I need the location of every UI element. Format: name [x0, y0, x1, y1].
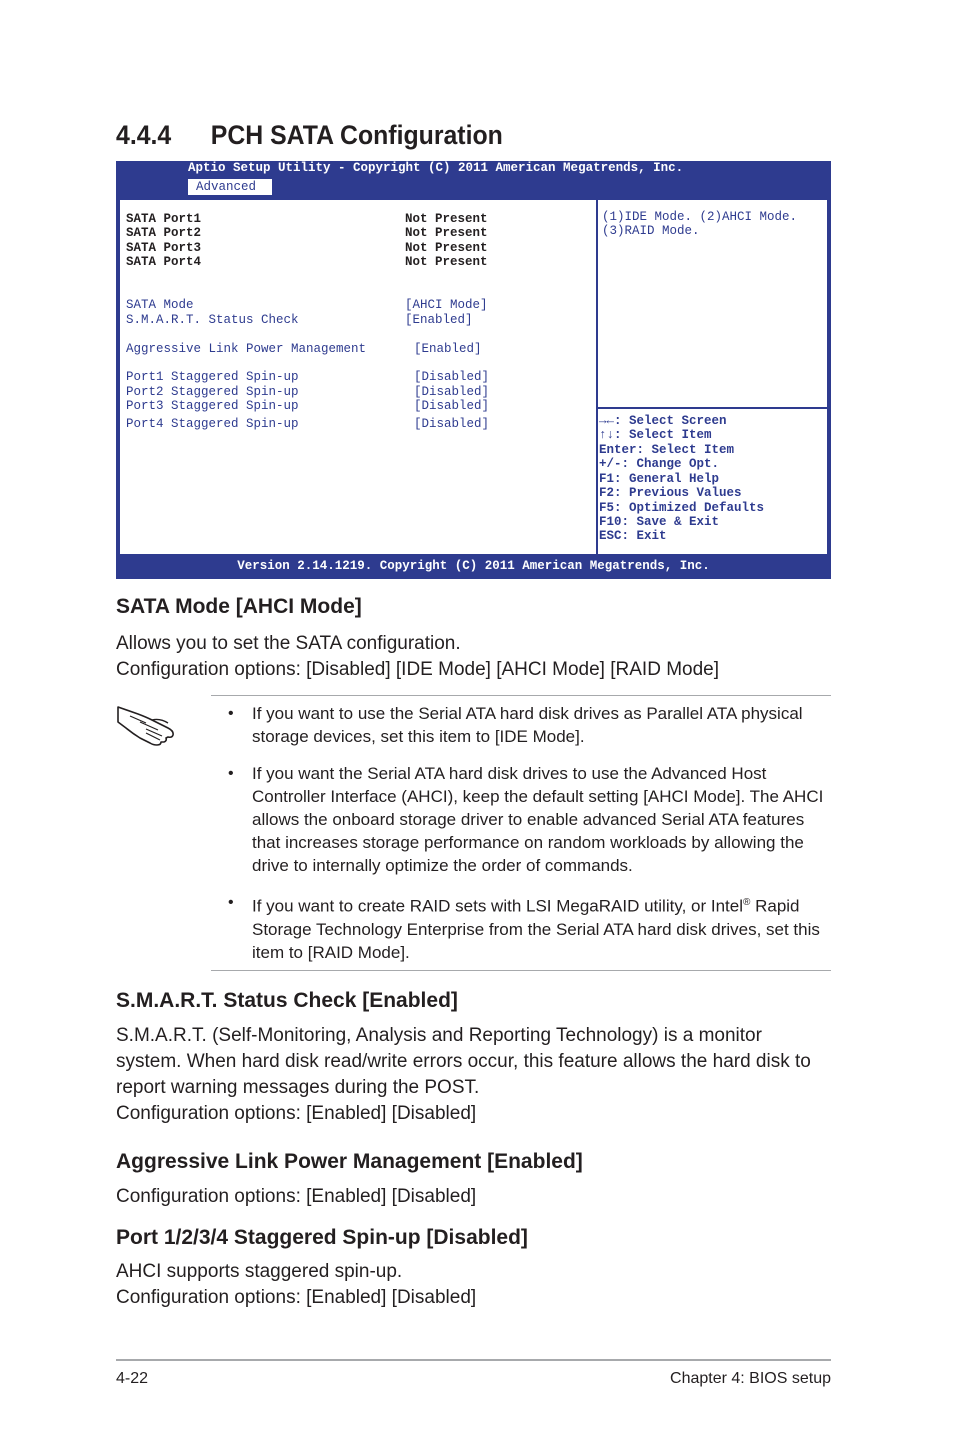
smart-desc-line: report warning messages during the POST.: [116, 1077, 480, 1098]
key-legend: +/-: Change Opt.: [599, 457, 720, 471]
bios-screen: [116, 161, 831, 579]
port-label: SATA Port1: [126, 212, 202, 226]
registered-mark: ®: [743, 897, 751, 908]
key-legend: F10: Save & Exit: [599, 515, 720, 529]
smart-desc-line: S.M.A.R.T. (Self-Monitoring, Analysis and Reporting Technology) is a monitor: [116, 1025, 762, 1046]
spinup-heading: Port 1/2/3/4 Staggered Spin-up [Disabled]: [116, 1226, 528, 1249]
alpm-options: Configuration options: [Enabled] [Disabled]: [116, 1186, 477, 1207]
bios-copyright-top: Aptio Setup Utility - Copyright (C) 2011 American Megatrends, Inc.: [188, 161, 684, 175]
setting-value-port2-spinup[interactable]: [Disabled]: [414, 385, 490, 399]
note-ahci-mode: If you want the Serial ATA hard disk drives to use the Advanced Host Controller Interface (AHCI), keep the default setting [AHCI Mode]. The AHCI allows the onboard storage driver to enable advanced Serial ATA features that increases storage performance on random workloads by allowing the drive to internally optimize the order of commands.: [252, 764, 824, 875]
section-number: 4.4.4: [116, 120, 172, 150]
port-value: Not Present: [405, 212, 488, 226]
key-legend: ↑↓: Select Item: [599, 428, 712, 442]
note-raid-mode: If you want to create RAID sets with LSI MegaRAID utility, or Intel® Rapid Storage Technology Enterprise from the Serial ATA hard disk drives, set this item to [RAID Mode].: [252, 896, 820, 962]
spinup-options: Configuration options: [Enabled] [Disabled]: [116, 1287, 477, 1308]
setting-value-sata-mode[interactable]: [AHCI Mode]: [405, 298, 488, 312]
section-title: [116, 120, 503, 151]
sata-mode-options: Configuration options: [Disabled] [IDE Mode] [AHCI Mode] [RAID Mode]: [116, 659, 719, 680]
port-label: SATA Port2: [126, 226, 202, 240]
help-text: (3)RAID Mode.: [602, 224, 700, 238]
bios-help-divider: [598, 407, 827, 409]
port-value: Not Present: [405, 241, 488, 255]
setting-port4-spinup[interactable]: Port4 Staggered Spin-up: [126, 417, 299, 431]
setting-port1-spinup[interactable]: Port1 Staggered Spin-up: [126, 370, 299, 384]
smart-options: Configuration options: [Enabled] [Disabled]: [116, 1103, 477, 1124]
sata-mode-desc: Allows you to set the SATA configuration.: [116, 633, 461, 654]
setting-smart[interactable]: S.M.A.R.T. Status Check: [126, 313, 299, 327]
key-legend: F5: Optimized Defaults: [599, 501, 765, 515]
alpm-heading: Aggressive Link Power Management [Enabled]: [116, 1150, 583, 1173]
note-rule-bottom: [211, 970, 831, 971]
key-legend: ESC: Exit: [599, 529, 667, 543]
smart-desc-line: system. When hard disk read/write errors occur, this feature allows the hard disk to: [116, 1051, 811, 1072]
sata-mode-heading: SATA Mode [AHCI Mode]: [116, 595, 362, 618]
chapter-label: Chapter 4: BIOS setup: [670, 1370, 831, 1387]
setting-port3-spinup[interactable]: Port3 Staggered Spin-up: [126, 399, 299, 413]
bios-tab-advanced[interactable]: Advanced: [188, 179, 272, 195]
bullet: •: [228, 705, 234, 722]
key-legend: F2: Previous Values: [599, 486, 742, 500]
help-text: (1)IDE Mode. (2)AHCI Mode.: [602, 210, 798, 224]
bullet: •: [228, 765, 234, 782]
setting-alpm[interactable]: Aggressive Link Power Management: [126, 342, 367, 356]
setting-value-port3-spinup[interactable]: [Disabled]: [414, 399, 490, 413]
setting-value-alpm[interactable]: [Enabled]: [414, 342, 482, 356]
spinup-desc: AHCI supports staggered spin-up.: [116, 1261, 403, 1282]
setting-value-smart[interactable]: [Enabled]: [405, 313, 473, 327]
setting-port2-spinup[interactable]: Port2 Staggered Spin-up: [126, 385, 299, 399]
key-legend: Enter: Select Item: [599, 443, 735, 457]
port-value: Not Present: [405, 226, 488, 240]
setting-sata-mode[interactable]: SATA Mode: [126, 298, 194, 312]
port-label: SATA Port4: [126, 255, 202, 269]
port-label: SATA Port3: [126, 241, 202, 255]
setting-value-port1-spinup[interactable]: [Disabled]: [414, 370, 490, 384]
port-value: Not Present: [405, 255, 488, 269]
page-number: 4-22: [116, 1370, 149, 1387]
setting-value-port4-spinup[interactable]: [Disabled]: [414, 417, 490, 431]
bios-version-bar: [116, 556, 831, 579]
footer-rule: [116, 1359, 831, 1361]
section-name: PCH SATA Configuration: [210, 120, 503, 150]
smart-heading: S.M.A.R.T. Status Check [Enabled]: [116, 989, 458, 1012]
key-legend: F1: General Help: [599, 472, 720, 486]
bios-version: Version 2.14.1219. Copyright (C) 2011 American Megatrends, Inc.: [237, 559, 710, 573]
note-ide-mode: If you want to use the Serial ATA hard disk drives as Parallel ATA physical storage devices, set this item to [IDE Mode].: [252, 704, 803, 746]
key-legend: →←: Select Screen: [599, 414, 727, 428]
hand-note-icon: [116, 700, 178, 746]
bullet: •: [228, 894, 234, 911]
note-rule-top: [211, 695, 831, 696]
